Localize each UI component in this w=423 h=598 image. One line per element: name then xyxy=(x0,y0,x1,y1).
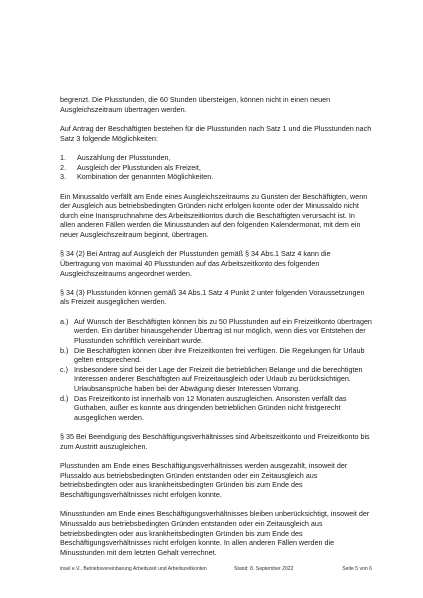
paragraph-plus-hours-end: Plusstunden am Ende eines Beschäftigungsverhältnisses werden ausgezahlt, insoweit der Plussaldo aus betriebsbedingten Gründen entstanden oder ein Zeitausgleich aus betriebsbedingten oder aus krankheitsbedingten Gründen bis zum Ende des Beschäftigungsverhältnisses nicht erfolgen konnte. xyxy=(60,461,348,499)
list-item-text: Insbesondere sind bei der Lage der Freizeit die betrieblichen Belange und die berechtigten Interessen anderer Beschäftigten auf Freizeitausgleich oder Urlaub zu berücksichtigen. Urlaubsansprüche haben bei der Abwägung dieser Interessen Vorrang. xyxy=(74,364,363,394)
paragraph-section-34-3: § 34 (3) Plusstunden können gemäß 34 Abs.1 Satz 4 Punkt 2 unter folgenden Voraussetzungen als Freizeit ausgeglichen werden. xyxy=(60,287,365,307)
paragraph-section-35: § 35 Bei Beendigung des Beschäftigungsverhältnisses sind Arbeitszeitkonto und Freizeitkonto bis zum Austritt auszugleichen. xyxy=(60,432,370,451)
list-item-text: Auf Wunsch der Beschäftigten können bis zu 50 Plusstunden auf ein Freizeitkonto übertragen werden. Ein darüber hinausgehender Übertrag ist nur möglich, wenn dies vor Entstehen der Plusstunden schriftlich vereinbart wurde. xyxy=(74,316,372,346)
list-item xyxy=(60,153,372,163)
list-item-label: b.) xyxy=(60,345,69,355)
list-item-label: a.) xyxy=(60,316,69,326)
footer-date: Stand: 8. September 2022 xyxy=(234,566,294,572)
paragraph-minus-hours-end: Minusstunden am Ende eines Beschäftigungsverhältnisses bleiben unberücksichtigt, insoweit der Minussaldo aus betriebsbedingten Gründen entstanden oder ein Zeitausgleich aus betriebsbedingten oder aus krankheitsbedingten Gründen bis zum Ende des Beschäftigungsverhältnisses nicht erfolgen konnte. In allen anderen Fällen werden die Minusstunden mit dem letzten Gehalt verrechnet. xyxy=(60,509,370,557)
paragraph-section-34-2: § 34 (2) Bei Antrag auf Ausgleich der Plusstunden gemäß § 34 Abs.1 Satz 4 kann die Übertragung von maximal 40 Plusstunden auf das Arbeitszeitkonto des folgenden Ausgleichszeitraums angeordnet werden. xyxy=(60,249,331,278)
list-item-text: Die Beschäftigten können über ihre Freizeitkonten frei verfügen. Die Regelungen für Urlaub gelten entsprechend. xyxy=(74,345,365,365)
document-page xyxy=(60,95,372,567)
list-item-text: Kombination der genannten Möglichkeiten. xyxy=(77,172,214,182)
list-item xyxy=(60,172,372,182)
list-item xyxy=(60,394,372,423)
list-item-text: Das Freizeitkonto ist innerhalb von 12 Monaten auszugleichen. Ansonsten verfällt das Guthaben, außer es konnte aus dringenden betrieblichen Gründen nicht fristgerecht ausgeglichen werden. xyxy=(74,393,347,422)
list-item-number: 1. xyxy=(60,152,66,162)
list-item-text: Auszahlung der Plusstunden, xyxy=(77,152,171,162)
paragraph-options-intro: Auf Antrag der Beschäftigten bestehen für die Plusstunden nach Satz 1 und die Plusstunden nach Satz 3 folgende Möglichkeiten: xyxy=(60,123,372,143)
options-list xyxy=(60,153,372,182)
list-item-label: d.) xyxy=(60,393,69,403)
footer-document-title: insel e.V., Betriebsvereinbarung Arbeitszeit und Arbeitszeitkonten xyxy=(60,566,207,572)
page-footer xyxy=(60,566,372,573)
conditions-list xyxy=(60,317,372,423)
footer-page-number: Seite 5 von 6 xyxy=(342,566,372,572)
list-item xyxy=(60,346,372,365)
list-item-number: 2. xyxy=(60,162,66,172)
list-item-text: Ausgleich der Plusstunden als Freizeit, xyxy=(77,162,201,172)
list-item xyxy=(60,365,372,394)
list-item xyxy=(60,163,372,173)
paragraph-carryover: begrenzt. Die Plusstunden, die 60 Stunden übersteigen, können nicht in einen neuen Ausgleichszeitraum übertragen werden. xyxy=(60,95,331,114)
list-item-number: 3. xyxy=(60,172,66,182)
list-item xyxy=(60,317,372,346)
paragraph-minus-balance: Ein Minussaldo verfällt am Ende eines Ausgleichszeitraums zu Gunsten der Beschäftigten, wenn der Ausgleich aus betriebsbedingten Gründen nicht erfolgen konnte oder der Minussaldo nicht durch eine Inanspruchnahme des Arbeitszeitkontos durch die Beschäftigten verursacht ist. In allen anderen Fällen werden die Minusstunden auf den folgenden Kalendermonat, mit dem ein neuer Ausgleichszeitraum beginnt, übertragen. xyxy=(60,191,368,239)
list-item-label: c.) xyxy=(60,364,68,374)
